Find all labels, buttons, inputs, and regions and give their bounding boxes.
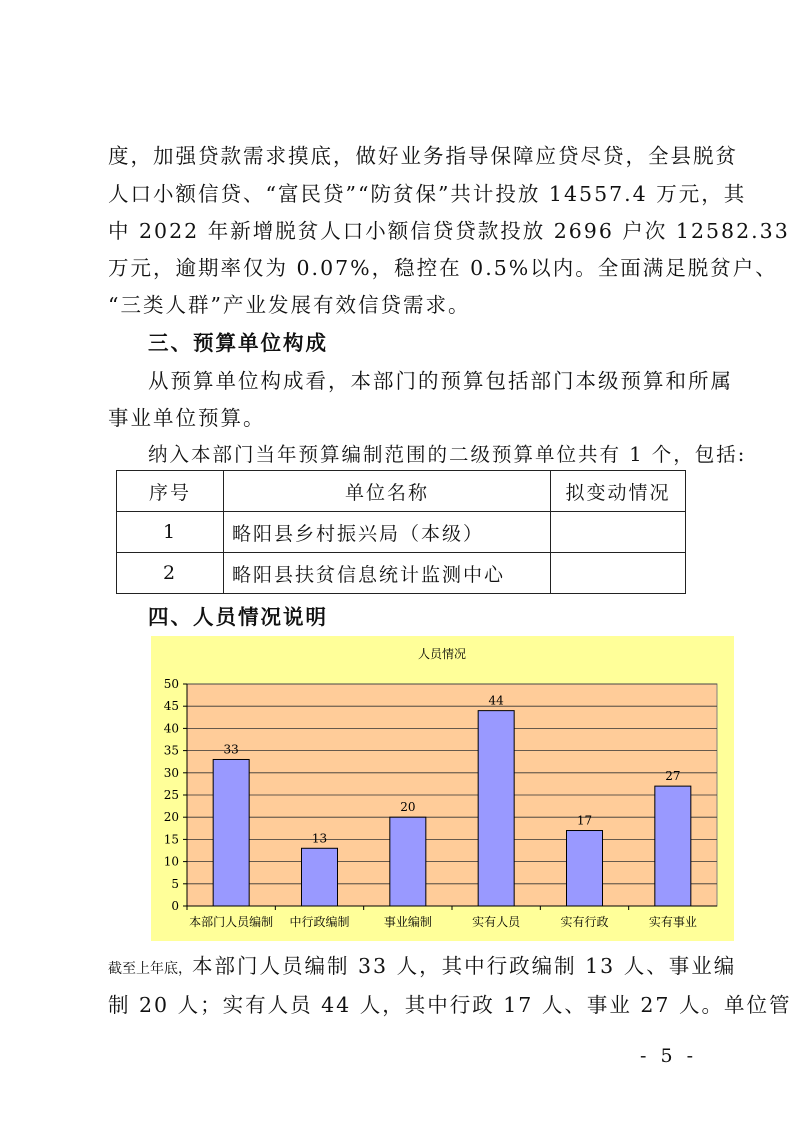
staff-bar-chart <box>151 636 734 941</box>
chart-y-tick-label: 10 <box>163 854 179 869</box>
chart-bar <box>302 848 338 906</box>
chart-y-tick-label: 45 <box>163 699 179 714</box>
paragraph-line: 度，加强贷款需求摸底，做好业务指导保障应贷尽贷，全县脱贫 <box>108 144 738 168</box>
paragraph-line: 中 2022 年新增脱贫人口小额信贷贷款投放 2696 户次 12582.33 <box>108 219 790 243</box>
table-row <box>117 512 686 553</box>
chart-x-tick-label: 中行政编制 <box>289 915 350 929</box>
table-cell <box>551 553 686 594</box>
page-number: - 5 - <box>640 1045 698 1067</box>
chart-data-label: 17 <box>576 813 593 828</box>
budget-units-table <box>116 470 686 594</box>
chart-data-label: 20 <box>400 800 416 815</box>
chart-y-tick-label: 20 <box>163 810 179 825</box>
paragraph-line: 万元，逾期率仅为 0.07%，稳控在 0.5%以内。全面满足脱贫户、 <box>108 256 778 280</box>
chart-x-tick-label: 事业编制 <box>383 915 432 929</box>
table-cell: 1 <box>117 512 224 553</box>
paragraph-line: 制 20 人；实有人员 44 人，其中行政 17 人、事业 27 人。单位管 <box>108 993 792 1017</box>
table-intro: 纳入本部门当年预算编制范围的二级预算单位共有 1 个，包括: <box>148 443 747 466</box>
chart-y-tick-label: 50 <box>163 677 179 691</box>
chart-data-label: 33 <box>223 742 239 757</box>
chart-y-tick-label: 25 <box>163 788 179 802</box>
table-header-row <box>117 471 686 512</box>
chart-x-tick-label: 实有事业 <box>648 915 697 929</box>
table-cell <box>551 512 686 553</box>
table-cell: 2 <box>117 553 224 594</box>
section-heading-budget-units: 三、预算单位构成 <box>148 331 328 355</box>
table-header-cell: 拟变动情况 <box>551 471 686 512</box>
paragraph-line: “三类人群”产业发展有效信贷需求。 <box>108 293 471 317</box>
chart-x-tick-label: 实有人员 <box>472 915 521 929</box>
paragraph-line: 从预算单位构成看，本部门的预算包括部门本级预算和所属 <box>148 369 733 393</box>
chart-y-tick-label: 35 <box>163 743 179 758</box>
paragraph-line: 事业单位预算。 <box>108 406 266 430</box>
chart-data-label: 27 <box>665 769 681 784</box>
table-header-cell: 序号 <box>117 471 224 512</box>
table-cell: 略阳县乡村振兴局（本级） <box>224 512 551 553</box>
chart-bar <box>478 711 514 906</box>
small-prefix-text: 截至上年底， <box>108 961 192 977</box>
chart-data-label: 13 <box>311 831 328 846</box>
table-header-cell: 单位名称 <box>224 471 551 512</box>
chart-y-tick-label: 40 <box>163 721 179 736</box>
chart-y-tick-label: 5 <box>171 876 179 891</box>
chart-y-tick-label: 0 <box>171 899 179 913</box>
chart-bar <box>390 817 426 906</box>
table-row <box>117 553 686 594</box>
chart-x-tick-label: 实有行政 <box>560 915 609 929</box>
chart-data-label: 44 <box>488 693 504 708</box>
chart-y-tick-label: 15 <box>163 832 179 847</box>
table-cell: 略阳县扶贫信息统计监测中心 <box>224 553 551 594</box>
chart-title: 人员情况 <box>417 647 467 661</box>
chart-bar <box>567 831 603 906</box>
paragraph-line <box>108 956 736 977</box>
paragraph-text: 本部门人员编制 33 人，其中行政编制 13 人、事业编 <box>192 954 737 978</box>
paragraph-line: 人口小额信贷、“富民贷”“防贫保”共计投放 14557.4 万元，其 <box>108 182 747 206</box>
chart-y-tick-label: 30 <box>163 765 179 780</box>
chart-bar <box>213 759 249 906</box>
chart-bar <box>655 786 691 906</box>
section-heading-staff: 四、人员情况说明 <box>148 605 328 629</box>
chart-x-tick-label: 本部门人员编制 <box>189 915 274 929</box>
